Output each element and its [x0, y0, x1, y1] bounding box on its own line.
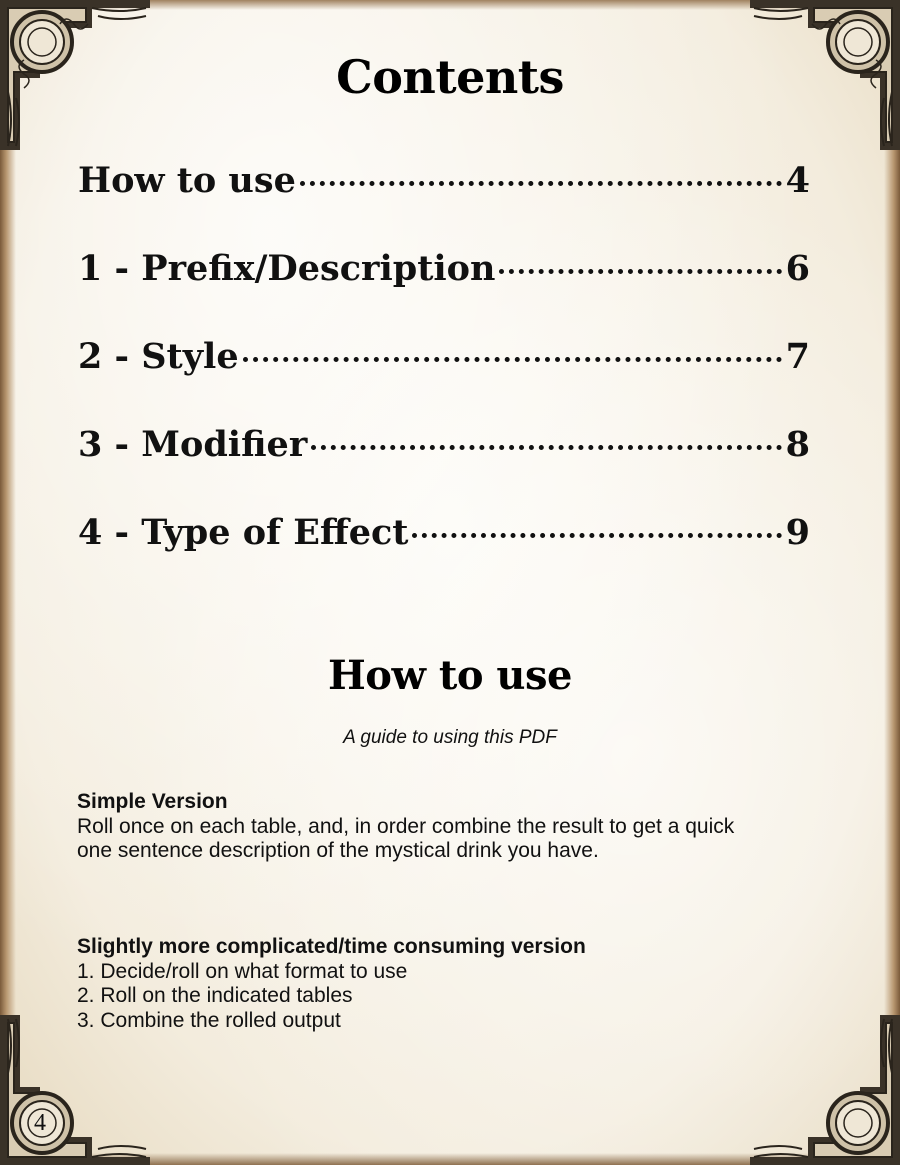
how-to-use-subtitle: A guide to using this PDF — [343, 727, 557, 748]
toc-entry-page: 8 — [785, 424, 810, 465]
complex-version-step: 1. Decide/roll on what format to use — [77, 959, 408, 983]
toc-entry-page: 6 — [785, 248, 810, 289]
page-edge-right — [884, 0, 900, 1165]
simple-version-line: one sentence description of the mystical drink you have. — [77, 839, 599, 862]
simple-version-heading: Simple Version — [77, 790, 228, 813]
toc-entry-style[interactable] — [78, 336, 810, 424]
page-edge-left — [0, 0, 16, 1165]
ornament-corner-icon — [750, 1015, 900, 1165]
toc-leader-dots — [412, 533, 781, 538]
page-number: 4 — [34, 1110, 46, 1136]
toc-leader-dots — [243, 357, 782, 362]
complex-version-heading: Slightly more complicated/time consuming version — [77, 935, 586, 958]
complex-version-step: 2. Roll on the indicated tables — [77, 984, 353, 1007]
toc-entry-page: 9 — [785, 512, 810, 553]
how-to-use-title: How to use — [328, 652, 572, 699]
toc-entry-modifier[interactable] — [78, 424, 810, 512]
contents-title: Contents — [336, 50, 564, 104]
simple-version-line: Roll once on each table, and, in order combine the result to get a quick — [77, 814, 735, 838]
toc-leader-dots — [300, 181, 782, 186]
complex-version-section — [77, 935, 837, 1033]
simple-version-section — [77, 790, 837, 864]
toc-entry-label: 1 - Prefix/Description — [78, 248, 496, 289]
toc-entry-page: 4 — [785, 160, 810, 201]
ornament-corner-icon — [0, 1015, 150, 1165]
toc-entry-label: 4 - Type of Effect — [78, 512, 409, 553]
toc-entry-page: 7 — [785, 336, 810, 377]
complex-version-step: 3. Combine the rolled output — [77, 1008, 341, 1032]
toc-leader-dots — [311, 445, 781, 450]
toc-entry-prefix-description[interactable] — [78, 248, 810, 336]
toc-entry-label: How to use — [78, 160, 296, 201]
toc-leader-dots — [499, 269, 781, 274]
toc-entry-label: 2 - Style — [78, 336, 239, 377]
table-of-contents — [78, 160, 810, 600]
toc-entry-label: 3 - Modifier — [78, 424, 308, 465]
toc-entry-type-of-effect[interactable] — [78, 512, 810, 600]
toc-entry-how-to-use[interactable] — [78, 160, 810, 248]
